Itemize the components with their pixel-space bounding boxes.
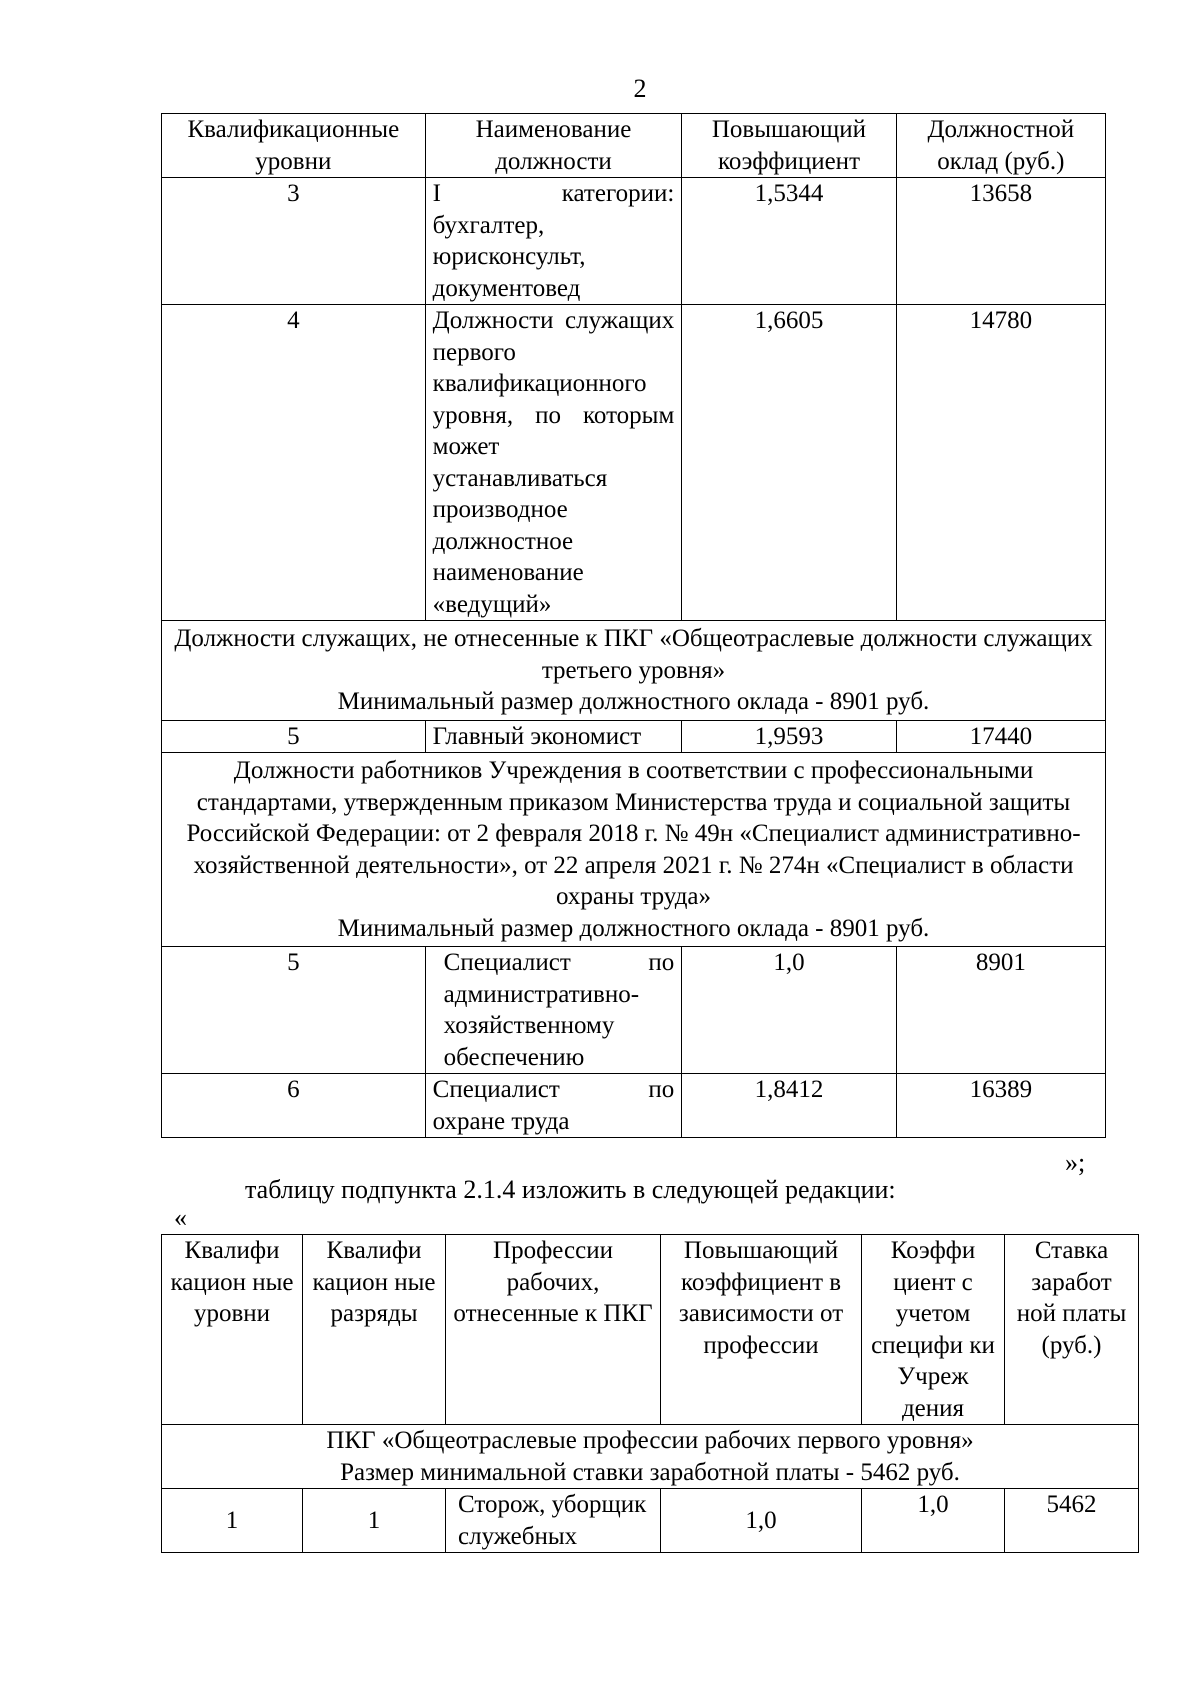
table-row bbox=[162, 178, 1106, 305]
table-row bbox=[162, 305, 1106, 621]
cell-coefficient: 1,6605 bbox=[682, 305, 896, 621]
cell-salary: 17440 bbox=[896, 720, 1105, 753]
table-row bbox=[162, 720, 1106, 753]
cell-coefficient: 1,8412 bbox=[682, 1074, 896, 1138]
cell-salary: 14780 bbox=[896, 305, 1105, 621]
cell-coefficient: 1,5344 bbox=[682, 178, 896, 305]
section-header bbox=[162, 1425, 1139, 1489]
section-min-salary: Минимальный размер должностного оклада - 8901 руб. bbox=[337, 914, 930, 942]
cell-position-word1: Специалист bbox=[443, 949, 571, 976]
table-row bbox=[162, 1489, 1139, 1553]
cell-position-rest: бухгалтер, юрисконсульт, документовед bbox=[432, 211, 586, 302]
cell-salary: 8901 bbox=[896, 947, 1105, 1074]
cell-position-word2: категории: bbox=[561, 180, 675, 207]
page-number: 2 bbox=[633, 74, 647, 103]
table-header-row bbox=[162, 114, 1106, 178]
section-title: ПКГ «Общеотраслевые профессии рабочих первого уровня» bbox=[326, 1427, 974, 1454]
section-min-wage: Размер минимальной ставки заработной платы - 5462 руб. bbox=[340, 1458, 960, 1486]
table-header-row bbox=[162, 1235, 1139, 1425]
section-title: Должности служащих, не отнесенные к ПКГ «Общеотраслевые должности служащих третьего уровня» bbox=[174, 625, 1093, 684]
cell-position: Должности служащих первого квалификационного уровня, по которым может устанавливаться производное должностное наименование «ведущий» bbox=[425, 305, 682, 621]
header-professions: Профессии рабочих, отнесенные к ПКГ bbox=[446, 1235, 661, 1425]
table-row bbox=[162, 947, 1106, 1074]
cell-level: 5 bbox=[162, 947, 426, 1074]
cell-position bbox=[425, 947, 682, 1074]
section-row bbox=[162, 621, 1106, 721]
header-position-name: Наименование должности bbox=[425, 114, 682, 178]
cell-position-word2: по bbox=[648, 949, 675, 976]
cell-level: 6 bbox=[162, 1074, 426, 1138]
cell-salary: 16389 bbox=[896, 1074, 1105, 1138]
table-row bbox=[162, 1074, 1106, 1138]
cell-wage-rate: 5462 bbox=[1005, 1489, 1139, 1553]
section-header bbox=[162, 753, 1106, 947]
wage-table-workers bbox=[161, 1234, 1139, 1553]
cell-level: 4 bbox=[162, 305, 426, 621]
section-title: Должности работников Учреждения в соответствии с профессиональными стандартами, утвержденным приказом Министерства труда и социальной защиты Российской Федерации: от 2 февраля 2018 г. № 49н «Специалист административно-хозяйственной деятельности», от 22 апреля 2021 г. № 274н «Специалист в области охраны труда» bbox=[186, 757, 1081, 910]
cell-position-rest: охране труда bbox=[432, 1107, 570, 1135]
cell-level: 5 bbox=[162, 720, 426, 753]
cell-coefficient: 1,9593 bbox=[682, 720, 896, 753]
section-min-salary: Минимальный размер должностного оклада - 8901 руб. bbox=[337, 688, 930, 715]
header-qualification-grades: Квалифи кацион ные разряды bbox=[303, 1235, 446, 1425]
cell-position-word2: по bbox=[648, 1076, 675, 1103]
cell-level: 3 bbox=[162, 178, 426, 305]
header-institution-coefficient: Коэффи циент с учетом специфи ки Учреж дения bbox=[862, 1235, 1005, 1425]
cell-grade: 1 bbox=[303, 1489, 446, 1553]
section-row bbox=[162, 1425, 1139, 1489]
header-salary: Должностной оклад (руб.) bbox=[896, 114, 1105, 178]
cell-position: Главный экономист bbox=[425, 720, 682, 753]
open-quote: « bbox=[174, 1203, 187, 1232]
header-profession-coefficient: Повышающий коэффициент в зависимости от профессии bbox=[661, 1235, 862, 1425]
cell-position-word1: I bbox=[432, 180, 441, 207]
cell-salary: 13658 bbox=[896, 178, 1105, 305]
cell-institution-coefficient: 1,0 bbox=[862, 1489, 1005, 1553]
header-wage-rate: Ставка заработ ной платы (руб.) bbox=[1005, 1235, 1139, 1425]
cell-position-word1: Специалист bbox=[432, 1076, 560, 1103]
header-qualification-levels: Квалификационные уровни bbox=[162, 114, 426, 178]
closing-quote: »; bbox=[1065, 1148, 1086, 1177]
header-qualification-levels: Квалифи кацион ные уровни bbox=[162, 1235, 303, 1425]
cell-coefficient: 1,0 bbox=[682, 947, 896, 1074]
header-coefficient: Повышающий коэффициент bbox=[682, 114, 896, 178]
cell-position bbox=[425, 1074, 682, 1138]
salary-table-positions bbox=[161, 113, 1106, 1138]
cell-profession-coefficient: 1,0 bbox=[661, 1489, 862, 1553]
cell-profession: Сторож, уборщик служебных bbox=[446, 1489, 661, 1553]
cell-level: 1 bbox=[162, 1489, 303, 1553]
section-row bbox=[162, 753, 1106, 947]
section-header bbox=[162, 621, 1106, 721]
cell-position bbox=[425, 178, 682, 305]
cell-position-rest: административно-хозяйственному обеспечению bbox=[443, 980, 640, 1071]
instruction-text: таблицу подпункта 2.1.4 изложить в следующей редакции: bbox=[245, 1175, 896, 1204]
